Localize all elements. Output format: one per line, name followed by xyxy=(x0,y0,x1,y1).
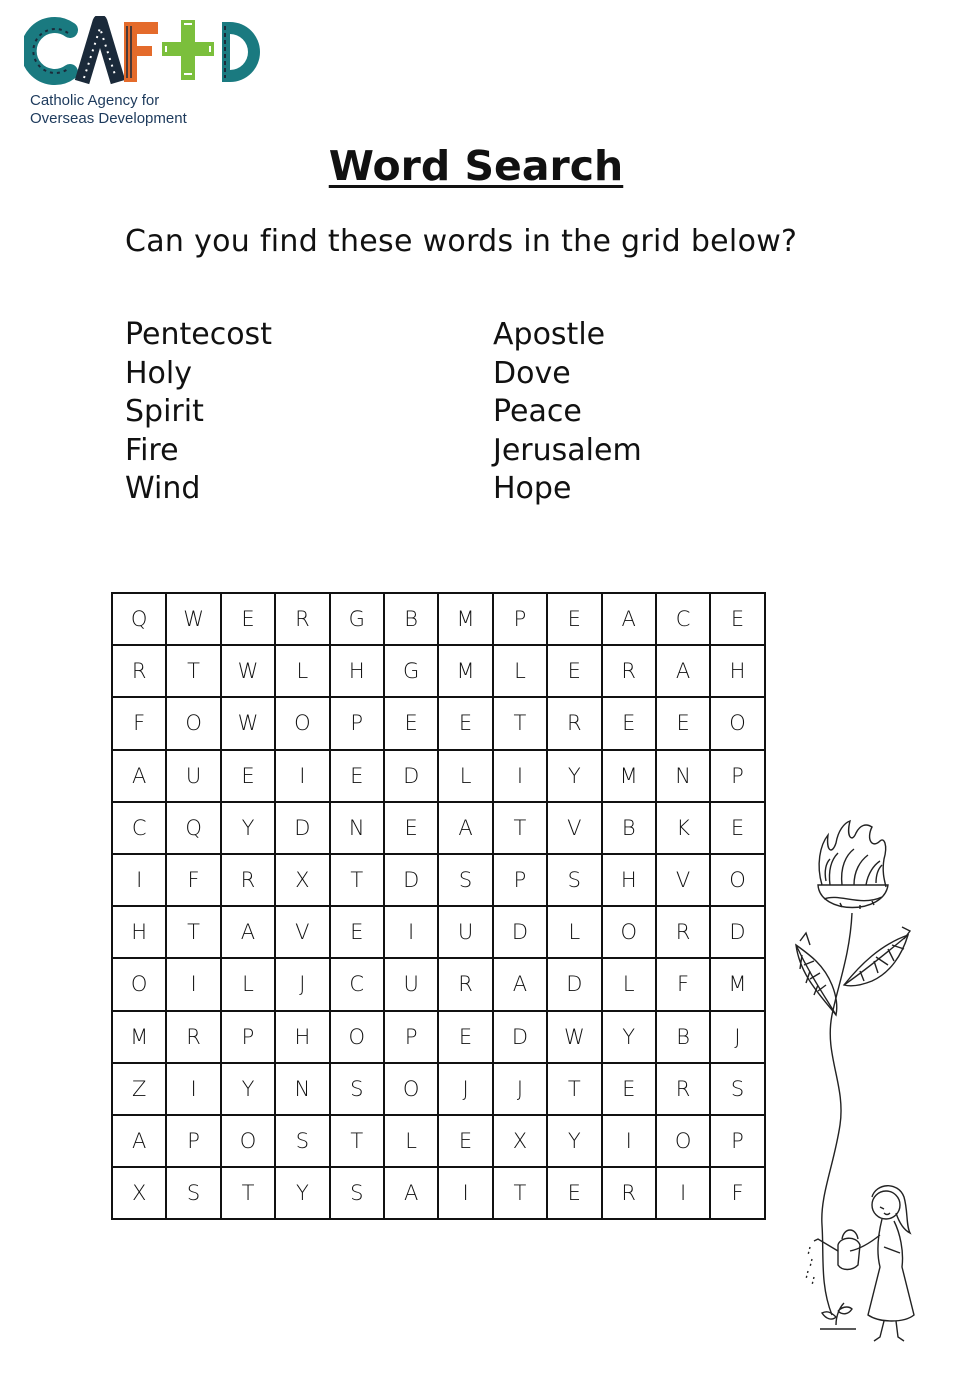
grid-cell[interactable]: Y xyxy=(547,1115,601,1167)
grid-cell[interactable]: A xyxy=(112,750,166,802)
grid-row xyxy=(112,802,765,854)
grid-cell[interactable]: P xyxy=(493,854,547,906)
grid-cell[interactable]: S xyxy=(547,854,601,906)
grid-cell[interactable]: P xyxy=(710,750,764,802)
grid-row xyxy=(112,958,765,1010)
grid-cell[interactable]: T xyxy=(493,1167,547,1219)
grid-row xyxy=(112,593,765,645)
grid-cell[interactable]: E xyxy=(547,645,601,697)
grid-cell[interactable]: W xyxy=(547,1011,601,1063)
grid-cell[interactable]: F xyxy=(710,1167,764,1219)
grid-cell[interactable]: T xyxy=(330,854,384,906)
logo-subtitle-line-1: Catholic Agency for xyxy=(30,92,160,109)
grid-cell[interactable]: U xyxy=(166,750,220,802)
grid-cell[interactable]: L xyxy=(384,1115,438,1167)
grid-cell[interactable]: I xyxy=(166,958,220,1010)
grid-cell[interactable]: P xyxy=(221,1011,275,1063)
grid-cell[interactable]: A xyxy=(112,1115,166,1167)
grid-cell[interactable]: Y xyxy=(221,802,275,854)
word-item: Hope xyxy=(493,471,572,506)
grid-cell[interactable]: Q xyxy=(112,593,166,645)
grid-cell[interactable]: I xyxy=(602,1115,656,1167)
grid-cell[interactable]: T xyxy=(330,1115,384,1167)
grid-cell[interactable]: O xyxy=(710,854,764,906)
grid-cell[interactable]: R xyxy=(166,1011,220,1063)
grid-cell[interactable]: S xyxy=(330,1063,384,1115)
grid-cell[interactable]: B xyxy=(384,593,438,645)
grid-cell[interactable]: I xyxy=(438,1167,492,1219)
word-item: Wind xyxy=(125,471,201,506)
grid-cell[interactable]: V xyxy=(547,802,601,854)
grid-cell[interactable]: S xyxy=(710,1063,764,1115)
grid-cell[interactable]: L xyxy=(547,906,601,958)
grid-row xyxy=(112,1115,765,1167)
word-item: Fire xyxy=(125,432,179,468)
grid-cell[interactable]: O xyxy=(384,1063,438,1115)
grid-cell[interactable]: R xyxy=(602,1167,656,1219)
grid-cell[interactable]: N xyxy=(656,750,710,802)
grid-cell[interactable]: Y xyxy=(602,1011,656,1063)
grid-cell[interactable]: O xyxy=(602,906,656,958)
grid-cell[interactable]: E xyxy=(438,697,492,749)
grid-cell[interactable]: R xyxy=(656,1063,710,1115)
grid-cell[interactable]: J xyxy=(438,1063,492,1115)
word-item: Jerusalem xyxy=(493,432,642,468)
grid-cell[interactable]: V xyxy=(656,854,710,906)
grid-cell[interactable]: V xyxy=(275,906,329,958)
grid-cell[interactable]: E xyxy=(656,697,710,749)
grid-cell[interactable]: R xyxy=(656,906,710,958)
grid-cell[interactable]: I xyxy=(384,906,438,958)
grid-cell[interactable]: Y xyxy=(275,1167,329,1219)
grid-cell[interactable]: S xyxy=(438,854,492,906)
grid-cell[interactable]: G xyxy=(330,593,384,645)
grid-cell[interactable]: O xyxy=(656,1115,710,1167)
grid-cell[interactable]: F xyxy=(656,958,710,1010)
grid-cell[interactable]: L xyxy=(602,958,656,1010)
grid-cell[interactable]: H xyxy=(330,645,384,697)
grid-cell[interactable]: H xyxy=(602,854,656,906)
grid-cell[interactable]: X xyxy=(275,854,329,906)
grid-cell[interactable]: O xyxy=(275,697,329,749)
grid-cell[interactable]: D xyxy=(384,854,438,906)
grid-cell[interactable]: L xyxy=(438,750,492,802)
grid-cell[interactable]: H xyxy=(275,1011,329,1063)
grid-cell[interactable]: T xyxy=(221,1167,275,1219)
grid-cell[interactable]: X xyxy=(112,1167,166,1219)
cafod-logo xyxy=(24,16,264,128)
grid-row xyxy=(112,1063,765,1115)
grid-row xyxy=(112,1011,765,1063)
grid-cell[interactable]: I xyxy=(656,1167,710,1219)
grid-cell[interactable]: P xyxy=(330,697,384,749)
grid-cell[interactable]: E xyxy=(710,802,764,854)
word-list-left xyxy=(125,316,272,509)
grid-cell[interactable]: N xyxy=(275,1063,329,1115)
grid-cell[interactable]: T xyxy=(547,1063,601,1115)
grid-cell[interactable]: W xyxy=(221,697,275,749)
grid-cell[interactable]: C xyxy=(330,958,384,1010)
grid-cell[interactable]: Y xyxy=(547,750,601,802)
grid-cell[interactable]: E xyxy=(330,906,384,958)
grid-cell[interactable]: D xyxy=(275,802,329,854)
word-search-grid xyxy=(111,592,766,1220)
grid-cell[interactable]: W xyxy=(166,593,220,645)
word-item: Spirit xyxy=(125,394,204,429)
instruction-text: Can you find these words in the grid below? xyxy=(125,224,798,259)
grid-cell[interactable]: A xyxy=(493,958,547,1010)
grid-cell[interactable]: M xyxy=(112,1011,166,1063)
grid-cell[interactable]: F xyxy=(166,854,220,906)
grid-cell[interactable]: D xyxy=(384,750,438,802)
word-item: Dove xyxy=(493,355,571,391)
grid-cell[interactable]: Q xyxy=(166,802,220,854)
grid-cell[interactable]: O xyxy=(330,1011,384,1063)
grid-cell[interactable]: H xyxy=(710,645,764,697)
cafod-wordmark-icon xyxy=(24,16,264,86)
grid-cell[interactable]: E xyxy=(602,1063,656,1115)
grid-cell[interactable]: K xyxy=(656,802,710,854)
grid-cell[interactable]: J xyxy=(493,1063,547,1115)
grid-cell[interactable]: N xyxy=(330,802,384,854)
grid-cell[interactable]: I xyxy=(493,750,547,802)
grid-cell[interactable]: D xyxy=(493,906,547,958)
grid-cell[interactable]: E xyxy=(438,1115,492,1167)
grid-row xyxy=(112,1167,765,1219)
grid-row xyxy=(112,750,765,802)
grid-cell[interactable]: O xyxy=(166,697,220,749)
grid-cell[interactable]: M xyxy=(710,958,764,1010)
grid-cell[interactable]: A xyxy=(384,1167,438,1219)
word-item: Peace xyxy=(493,394,582,429)
grid-cell[interactable]: T xyxy=(166,906,220,958)
grid-cell[interactable]: X xyxy=(493,1115,547,1167)
girl-watering-flame-plant-illustration xyxy=(780,815,920,1345)
grid-cell[interactable]: J xyxy=(275,958,329,1010)
grid-cell[interactable]: E xyxy=(330,750,384,802)
grid-cell[interactable]: I xyxy=(166,1063,220,1115)
grid-cell[interactable]: E xyxy=(438,1011,492,1063)
grid-cell[interactable]: O xyxy=(112,958,166,1010)
grid-cell[interactable]: D xyxy=(710,906,764,958)
grid-cell[interactable]: U xyxy=(384,958,438,1010)
grid-cell[interactable]: I xyxy=(112,854,166,906)
grid-row xyxy=(112,906,765,958)
grid-cell[interactable]: T xyxy=(166,645,220,697)
word-item: Pentecost xyxy=(125,317,272,352)
grid-cell[interactable]: E xyxy=(221,750,275,802)
grid-cell[interactable]: E xyxy=(384,802,438,854)
grid-cell[interactable]: E xyxy=(221,593,275,645)
grid-cell[interactable]: R xyxy=(275,593,329,645)
grid-cell[interactable]: E xyxy=(547,1167,601,1219)
grid-cell[interactable]: R xyxy=(112,645,166,697)
grid-cell[interactable]: I xyxy=(275,750,329,802)
grid-cell[interactable]: A xyxy=(221,906,275,958)
word-list-right xyxy=(493,316,642,509)
grid-cell[interactable]: M xyxy=(438,645,492,697)
grid-cell[interactable]: S xyxy=(275,1115,329,1167)
grid-cell[interactable]: T xyxy=(493,697,547,749)
word-item: Holy xyxy=(125,355,193,391)
grid-cell[interactable]: P xyxy=(493,593,547,645)
logo-subtitle-line-2: Overseas Development xyxy=(30,110,187,127)
grid-cell[interactable]: L xyxy=(221,958,275,1010)
grid-row xyxy=(112,854,765,906)
grid-cell[interactable]: O xyxy=(710,697,764,749)
grid-cell[interactable]: E xyxy=(384,697,438,749)
grid-cell[interactable]: C xyxy=(112,802,166,854)
grid-cell[interactable]: A xyxy=(656,645,710,697)
grid-cell[interactable]: D xyxy=(547,958,601,1010)
grid-cell[interactable]: L xyxy=(493,645,547,697)
grid-cell[interactable]: E xyxy=(710,593,764,645)
grid-cell[interactable]: C xyxy=(656,593,710,645)
grid-cell[interactable]: O xyxy=(221,1115,275,1167)
grid-row xyxy=(112,645,765,697)
grid-cell[interactable]: A xyxy=(602,593,656,645)
grid-cell[interactable]: R xyxy=(221,854,275,906)
grid-cell[interactable]: B xyxy=(656,1011,710,1063)
grid-cell[interactable]: L xyxy=(275,645,329,697)
page-title: Word Search xyxy=(328,142,624,190)
grid-cell[interactable]: P xyxy=(710,1115,764,1167)
grid-cell[interactable]: J xyxy=(710,1011,764,1063)
grid-cell[interactable]: M xyxy=(602,750,656,802)
grid-cell[interactable]: R xyxy=(547,697,601,749)
word-item: Apostle xyxy=(493,317,606,352)
grid-cell[interactable]: R xyxy=(438,958,492,1010)
logo-subtitle xyxy=(30,92,187,128)
grid-cell[interactable]: P xyxy=(384,1011,438,1063)
grid-cell[interactable]: H xyxy=(112,906,166,958)
grid-cell[interactable]: T xyxy=(493,802,547,854)
grid-cell[interactable]: S xyxy=(166,1167,220,1219)
grid-cell[interactable]: Y xyxy=(221,1063,275,1115)
grid-cell[interactable]: B xyxy=(602,802,656,854)
grid-cell[interactable]: S xyxy=(330,1167,384,1219)
grid-cell[interactable]: F xyxy=(112,697,166,749)
grid-cell[interactable]: G xyxy=(384,645,438,697)
grid-cell[interactable]: D xyxy=(493,1011,547,1063)
grid-cell[interactable]: E xyxy=(602,697,656,749)
grid-cell[interactable]: W xyxy=(221,645,275,697)
grid-cell[interactable]: M xyxy=(438,593,492,645)
grid-cell[interactable]: E xyxy=(547,593,601,645)
grid-cell[interactable]: U xyxy=(438,906,492,958)
grid-cell[interactable]: P xyxy=(166,1115,220,1167)
grid-cell[interactable]: Z xyxy=(112,1063,166,1115)
grid-cell[interactable]: R xyxy=(602,645,656,697)
grid-cell[interactable]: A xyxy=(438,802,492,854)
grid-row xyxy=(112,697,765,749)
